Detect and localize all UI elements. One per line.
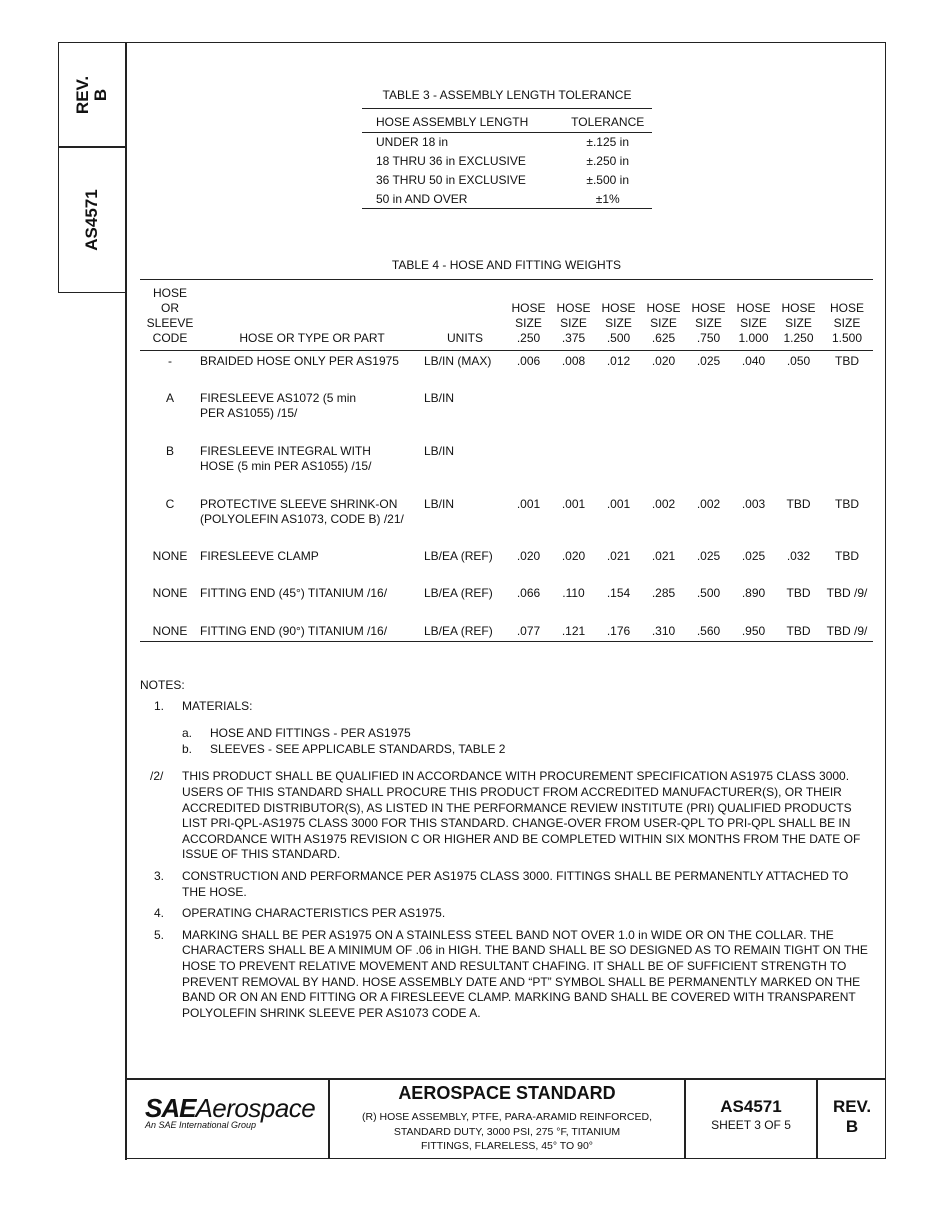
header-line: SIZE bbox=[833, 316, 861, 330]
part-line: HOSE (5 min PER AS1055) /15/ bbox=[200, 459, 372, 473]
note-1 bbox=[140, 699, 870, 715]
value-cell: .020 bbox=[651, 354, 676, 368]
value-cell: .500 bbox=[696, 586, 721, 600]
list-item bbox=[182, 742, 870, 758]
header-line: 1.250 bbox=[783, 331, 814, 345]
footer-sheet: SHEET 3 OF 5 bbox=[711, 1118, 791, 1132]
value-cell bbox=[731, 388, 776, 441]
header-line: OR bbox=[161, 301, 179, 315]
description-line: STANDARD DUTY, 3000 PSI, 275 °F, TITANIUM bbox=[393, 1125, 621, 1138]
table4-title: TABLE 4 - HOSE AND FITTING WEIGHTS bbox=[391, 258, 622, 272]
value-cell: .002 bbox=[651, 497, 676, 511]
side-rev-label: REV. bbox=[73, 75, 92, 115]
footer-rev-value: B bbox=[845, 1117, 859, 1136]
table4-header-units: UNITS bbox=[424, 280, 506, 351]
value-cell: .025 bbox=[696, 354, 721, 368]
list-item bbox=[182, 726, 870, 742]
value-cell: .950 bbox=[731, 621, 776, 642]
table3-cell: 50 in AND OVER bbox=[362, 190, 563, 209]
footer-doc-block bbox=[686, 1080, 816, 1132]
units-cell: LB/IN bbox=[424, 391, 455, 405]
part-cell bbox=[200, 441, 424, 494]
side-rev-value: B bbox=[91, 88, 110, 102]
notes-header: NOTES: bbox=[140, 678, 185, 692]
code-cell: A bbox=[165, 391, 174, 405]
header-line: SIZE bbox=[695, 316, 722, 330]
part-cell bbox=[200, 388, 424, 441]
footer-doc-number: AS4571 bbox=[720, 1097, 782, 1116]
value-cell: .001 bbox=[606, 497, 631, 511]
value-cell: .154 bbox=[606, 586, 631, 600]
header-line: SIZE bbox=[605, 316, 632, 330]
note-number: 4. bbox=[153, 906, 164, 921]
table3-cell: ±1% bbox=[563, 190, 652, 209]
sub-letter: a. bbox=[182, 726, 193, 741]
units-cell: LB/IN (MAX) bbox=[424, 354, 492, 368]
table-row bbox=[362, 171, 652, 190]
value-cell: .021 bbox=[651, 549, 676, 563]
part-line: FITTING END (90°) TITANIUM /16/ bbox=[200, 624, 388, 638]
units-cell: LB/EA (REF) bbox=[424, 549, 493, 563]
table4-header-size bbox=[551, 280, 596, 351]
side-revision bbox=[62, 62, 122, 128]
value-cell: .025 bbox=[696, 549, 721, 563]
table4-header-size bbox=[776, 280, 821, 351]
code-cell: NONE bbox=[152, 586, 188, 600]
value-cell: .001 bbox=[561, 497, 586, 511]
header-line: .250 bbox=[516, 331, 541, 345]
value-cell: TBD bbox=[786, 586, 811, 600]
value-cell: .002 bbox=[696, 497, 721, 511]
value-cell: TBD bbox=[835, 354, 859, 368]
value-cell: TBD bbox=[786, 497, 811, 511]
value-cell bbox=[686, 388, 731, 441]
header-line: HOSE bbox=[152, 286, 187, 300]
part-line: FITTING END (45°) TITANIUM /16/ bbox=[200, 586, 388, 600]
value-cell: TBD bbox=[835, 497, 859, 511]
value-cell: .285 bbox=[651, 586, 676, 600]
sub-text: SLEEVES - SEE APPLICABLE STANDARDS, TABLE 2 bbox=[210, 741, 506, 756]
table-row bbox=[140, 441, 873, 494]
note-number: 3. bbox=[153, 868, 164, 883]
code-cell: C bbox=[165, 497, 175, 511]
side-doc-number bbox=[62, 160, 122, 280]
part-line: FIRESLEEVE CLAMP bbox=[200, 549, 319, 563]
value-cell: .560 bbox=[686, 621, 731, 642]
value-cell: .077 bbox=[506, 621, 551, 642]
table-row bbox=[140, 583, 873, 621]
value-cell: .020 bbox=[516, 549, 541, 563]
value-cell bbox=[551, 441, 596, 494]
value-cell: .006 bbox=[516, 354, 541, 368]
header-line: HOSE bbox=[829, 301, 864, 315]
header-line: HOSE bbox=[781, 301, 816, 315]
value-cell bbox=[731, 441, 776, 494]
header-line: .625 bbox=[651, 331, 676, 345]
value-cell: .890 bbox=[741, 586, 766, 600]
note-5 bbox=[140, 928, 870, 1022]
header-line: .500 bbox=[606, 331, 631, 345]
table-row bbox=[140, 388, 873, 441]
note-number: 5. bbox=[153, 927, 164, 942]
side-divider bbox=[58, 146, 126, 148]
value-cell: .020 bbox=[561, 549, 586, 563]
part-line: PROTECTIVE SLEEVE SHRINK-ON bbox=[200, 497, 398, 511]
header-line: HOSE bbox=[736, 301, 771, 315]
value-cell: .025 bbox=[741, 549, 766, 563]
table-row bbox=[140, 494, 873, 546]
note-number: 1. bbox=[153, 698, 164, 713]
footer-rev-label: REV. bbox=[832, 1097, 872, 1116]
value-cell bbox=[686, 441, 731, 494]
table4-header-size bbox=[821, 280, 873, 351]
header-line: HOSE bbox=[691, 301, 726, 315]
value-cell bbox=[821, 388, 873, 441]
value-cell: .021 bbox=[606, 549, 631, 563]
note-1-sublist bbox=[140, 726, 870, 757]
header-line: 1.500 bbox=[831, 331, 863, 345]
note-text: MATERIALS: bbox=[182, 698, 253, 713]
header-line: HOSE bbox=[646, 301, 681, 315]
table3-header-tolerance: TOLERANCE bbox=[563, 109, 652, 133]
value-cell: TBD bbox=[776, 621, 821, 642]
table-row bbox=[362, 190, 652, 209]
notes-section bbox=[140, 678, 870, 1027]
table-row bbox=[362, 152, 652, 171]
value-cell: .012 bbox=[606, 354, 631, 368]
header-line: SIZE bbox=[785, 316, 812, 330]
header-line: CODE bbox=[152, 331, 188, 345]
table4-header-part: HOSE OR TYPE OR PART bbox=[200, 280, 424, 351]
note-text: MARKING SHALL BE PER AS1975 ON A STAINLESS STEEL BAND NOT OVER 1.0 in WIDE OR ON THE COLLAR. THE CHARACTERS SHALL BE A MINIMUM OF .06 in HIGH. THE BAND SHALL BE SO DESIGNED AS TO REMAIN TIGHT ON THE HOSE TO PREVENT RELATIVE MOVEMENT AND RESULTANT CHAFING. IT SHALL BE OF SUFFICIENT STRENGTH TO PREVENT REMOVAL BY HAND. HOSE ASSEMBLY DATE AND “PT” SYMBOL SHALL BE PERMANENTLY MARKED ON THE BAND OR ON AN END FITTING OR A FIRESLEEVE CLAMP. MARKING BAND SHALL BE COVERED WITH TRANSPARENT POLYOLEFIN SHRINK SLEEVE PER AS1073 CODE A. bbox=[182, 927, 868, 1020]
header-line: SIZE bbox=[650, 316, 677, 330]
table3-header-length: HOSE ASSEMBLY LENGTH bbox=[362, 109, 563, 133]
part-line: PER AS1055) /15/ bbox=[200, 406, 298, 420]
value-cell: .310 bbox=[641, 621, 686, 642]
table3-title: TABLE 3 - ASSEMBLY LENGTH TOLERANCE bbox=[382, 88, 632, 102]
table-row bbox=[140, 621, 873, 642]
value-cell: .003 bbox=[741, 497, 766, 511]
header-line: SIZE bbox=[560, 316, 587, 330]
value-cell: .176 bbox=[596, 621, 641, 642]
value-cell: TBD bbox=[835, 549, 859, 563]
description-line: (R) HOSE ASSEMBLY, PTFE, PARA-ARAMID REINFORCED, bbox=[362, 1111, 652, 1123]
value-cell: TBD /9/ bbox=[826, 586, 868, 600]
table3 bbox=[362, 108, 652, 209]
value-cell: .008 bbox=[561, 354, 586, 368]
table-row bbox=[140, 546, 873, 583]
sub-letter: b. bbox=[182, 741, 193, 756]
sub-text: HOSE AND FITTINGS - PER AS1975 bbox=[210, 726, 411, 741]
value-cell: .050 bbox=[786, 354, 811, 368]
value-cell: .110 bbox=[562, 586, 585, 600]
description-line: FITTINGS, FLARELESS, 45° TO 90° bbox=[421, 1140, 593, 1152]
table4-header-size bbox=[506, 280, 551, 351]
header-line: SLEEVE bbox=[146, 316, 194, 330]
table4 bbox=[140, 279, 873, 642]
logo-aerospace: Aerospace bbox=[195, 1093, 316, 1123]
units-cell: LB/EA (REF) bbox=[424, 586, 493, 600]
code-cell: NONE bbox=[140, 621, 200, 642]
header-line: HOSE bbox=[601, 301, 636, 315]
side-doc-number-text: AS4571 bbox=[82, 189, 101, 251]
part-cell bbox=[200, 494, 424, 546]
standard-title: AEROSPACE STANDARD bbox=[398, 1083, 616, 1103]
value-cell: .001 bbox=[516, 497, 541, 511]
header-line: SIZE bbox=[515, 316, 542, 330]
value-cell bbox=[776, 441, 821, 494]
logo-sae: SAE bbox=[145, 1093, 196, 1123]
value-cell bbox=[596, 388, 641, 441]
table3-cell: ±.500 in bbox=[586, 173, 630, 187]
table4-header-size bbox=[641, 280, 686, 351]
note-text: THIS PRODUCT SHALL BE QUALIFIED IN ACCORDANCE WITH PROCUREMENT SPECIFICATION AS1975 CLASS 3000. USERS OF THIS STANDARD SHALL PROCURE THIS PRODUCT FROM ACCREDITED MANUFACTURER(S), OR THEIR ACCREDITED DISTRIBUTOR(S), AS LISTED IN THE PERFORMANCE REVIEW INSTITUTE (PRI) QUALIFIED PRODUCTS LIST PRI-QPL-AS1975 CLASS 3000 FOR THIS STANDARD. CHANGE-OVER FROM USER-QPL TO PRI-QPL SHALL BE IN ACCORDANCE WITH AS1975 REVISION C OR HIGHER AND BE COMPLETED WITHIN SIX MONTHS FROM THE DATE OF ISSUE OF THIS STANDARD. bbox=[182, 769, 861, 862]
units-cell: LB/EA (REF) bbox=[424, 621, 506, 642]
note-3 bbox=[140, 869, 870, 900]
units-cell: LB/IN bbox=[424, 444, 455, 458]
table3-cell: ±.250 in bbox=[586, 154, 630, 168]
part-cell bbox=[200, 621, 424, 642]
value-cell: TBD /9/ bbox=[821, 621, 873, 642]
value-cell: .040 bbox=[741, 354, 766, 368]
note-text: OPERATING CHARACTERISTICS PER AS1975. bbox=[182, 906, 446, 921]
table3-cell: 36 THRU 50 in EXCLUSIVE bbox=[376, 173, 526, 187]
value-cell bbox=[551, 388, 596, 441]
footer-standard bbox=[330, 1080, 684, 1154]
code-cell: - bbox=[168, 354, 172, 368]
header-line: .750 bbox=[696, 331, 721, 345]
value-cell bbox=[776, 388, 821, 441]
table3-cell: ±.125 in bbox=[586, 135, 630, 149]
sae-aerospace-logo bbox=[145, 1094, 320, 1138]
table4-header-size bbox=[731, 280, 776, 351]
value-cell bbox=[596, 441, 641, 494]
header-line: HOSE bbox=[556, 301, 591, 315]
note-4 bbox=[140, 906, 870, 922]
value-cell bbox=[821, 441, 873, 494]
table3-cell: 18 THRU 36 in EXCLUSIVE bbox=[376, 154, 526, 168]
table3-cell: UNDER 18 in bbox=[376, 135, 449, 149]
table-row bbox=[362, 133, 652, 153]
part-line: FIRESLEEVE AS1072 (5 min bbox=[200, 391, 357, 405]
value-cell: .066 bbox=[516, 586, 541, 600]
table4-header-size bbox=[686, 280, 731, 351]
code-cell: NONE bbox=[152, 549, 188, 563]
note-2 bbox=[140, 769, 870, 863]
header-line: 1.000 bbox=[738, 331, 769, 345]
table-row bbox=[140, 351, 873, 389]
table4-header-code bbox=[140, 280, 200, 351]
part-line: (POLYOLEFIN AS1073, CODE B) /21/ bbox=[200, 512, 404, 526]
standard-description bbox=[330, 1110, 684, 1154]
value-cell bbox=[506, 388, 551, 441]
footer-revision bbox=[818, 1097, 886, 1137]
table3-header-row bbox=[362, 109, 652, 133]
value-cell: .032 bbox=[786, 549, 811, 563]
code-cell: B bbox=[165, 444, 174, 458]
value-cell: .121 bbox=[551, 621, 596, 642]
note-number: /2/ bbox=[150, 769, 164, 784]
value-cell bbox=[641, 388, 686, 441]
header-line: HOSE bbox=[511, 301, 546, 315]
value-cell bbox=[641, 441, 686, 494]
header-line: SIZE bbox=[740, 316, 767, 330]
table4-header-size bbox=[596, 280, 641, 351]
part-line: BRAIDED HOSE ONLY PER AS1975 bbox=[200, 354, 399, 368]
part-cell bbox=[200, 546, 424, 583]
header-line: .375 bbox=[561, 331, 586, 345]
units-cell: LB/IN bbox=[424, 497, 455, 511]
part-cell bbox=[200, 351, 424, 389]
logo-subtitle: An SAE International Group bbox=[145, 1120, 257, 1130]
part-cell bbox=[200, 583, 424, 621]
value-cell bbox=[506, 441, 551, 494]
part-line: FIRESLEEVE INTEGRAL WITH bbox=[200, 444, 371, 458]
table4-header-row bbox=[140, 280, 873, 351]
note-text: CONSTRUCTION AND PERFORMANCE PER AS1975 CLASS 3000. FITTINGS SHALL BE PERMANENTLY ATTACHED TO THE HOSE. bbox=[182, 868, 849, 899]
